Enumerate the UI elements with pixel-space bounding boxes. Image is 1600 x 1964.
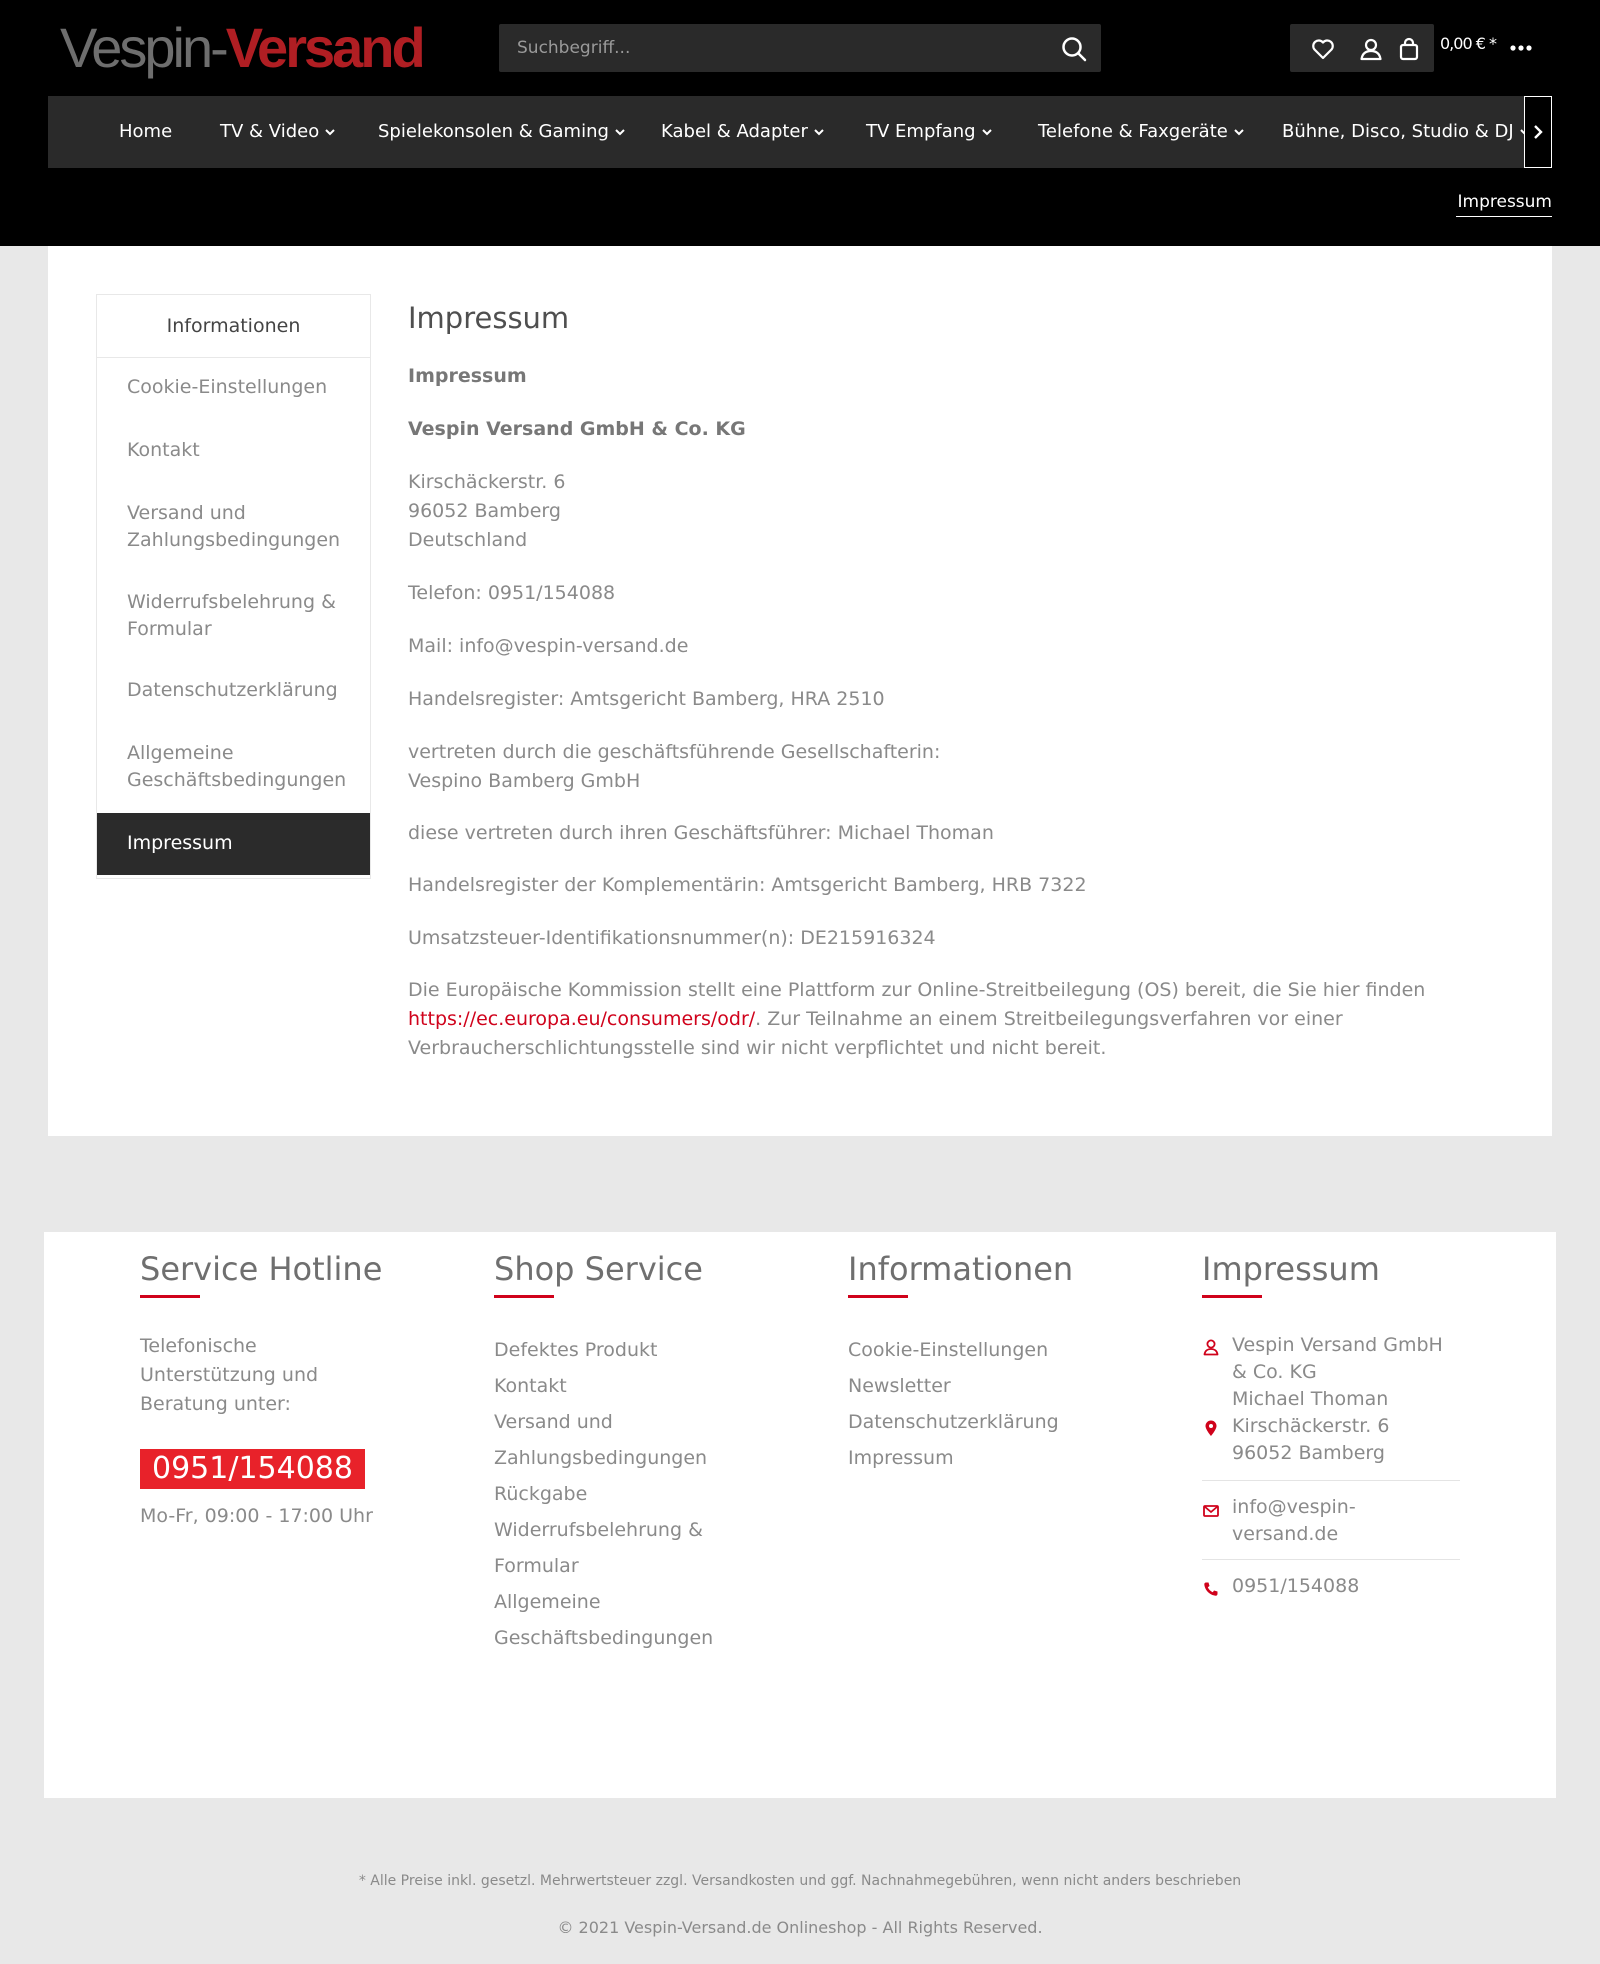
footer-phone[interactable]: 0951/154088 — [1232, 1575, 1360, 1597]
footer-link-kontakt[interactable]: Kontakt — [494, 1375, 567, 1397]
sidebar-navigation — [96, 294, 371, 879]
sidebar-item-label: Geschäftsbedingungen — [127, 769, 347, 791]
page-title: Impressum — [408, 301, 570, 335]
title-underline — [848, 1295, 908, 1298]
title-underline — [1202, 1295, 1262, 1298]
title-underline — [494, 1295, 554, 1298]
sidebar-item-cookie-einstellungen[interactable]: Cookie-Einstellungen — [127, 376, 328, 398]
title-underline — [140, 1295, 200, 1298]
footer — [44, 1232, 1556, 1798]
hotline-hours: Mo-Fr, 09:00 - 17:00 Uhr — [140, 1505, 373, 1527]
represented-by-line: vertreten durch die geschäftsführende Gesellschafterin: — [408, 741, 941, 763]
cart-total[interactable]: 0,00 € * — [1440, 34, 1496, 53]
hotline-phone[interactable]: 0951/154088 — [140, 1449, 365, 1489]
nav-item-tv-video[interactable]: TV & Video — [220, 96, 336, 168]
nav-item-telefone[interactable]: Telefone & Faxgeräte — [1038, 96, 1245, 168]
divider — [1202, 1480, 1460, 1481]
represented-company-line: Vespino Bamberg GmbH — [408, 770, 641, 792]
phone-line: Telefon: 0951/154088 — [408, 582, 616, 604]
sidebar-item-label: Allgemeine — [127, 742, 234, 764]
footer-link-formular[interactable]: Formular — [494, 1555, 579, 1577]
footer-email-line-1[interactable]: info@vespin- — [1232, 1496, 1356, 1518]
footer-email-line-2[interactable]: versand.de — [1232, 1523, 1339, 1545]
chevron-down-icon — [813, 96, 825, 168]
hotline-text: Telefonische Unterstützung und Beratung unter: — [140, 1335, 319, 1415]
sidebar-item-label: Zahlungsbedingungen — [127, 529, 341, 551]
sidebar-item-versand[interactable] — [97, 500, 370, 554]
nav-item-buehne-disco[interactable]: Bühne, Disco, Studio & DJ — [1282, 96, 1531, 168]
register-complementary-line: Handelsregister der Komplementärin: Amtsgericht Bamberg, HRB 7322 — [408, 874, 1087, 896]
chevron-down-icon — [324, 96, 336, 168]
divider — [1202, 1559, 1460, 1560]
account-user-icon[interactable] — [1358, 36, 1384, 62]
wishlist-heart-icon[interactable] — [1310, 36, 1336, 62]
header — [0, 0, 1600, 246]
sidebar-item-agb[interactable] — [97, 740, 370, 794]
logo-text-versand: Versand — [225, 16, 423, 79]
sidebar-item-impressum[interactable]: Impressum — [97, 813, 370, 875]
mail-icon — [1202, 1502, 1220, 1520]
managing-director-line: diese vertreten durch ihren Geschäftsführer: Michael Thoman — [408, 822, 994, 844]
chevron-down-icon — [1233, 96, 1245, 168]
search-icon[interactable] — [1059, 34, 1089, 64]
contact-person: Michael Thoman — [1232, 1388, 1389, 1410]
search-input[interactable] — [499, 24, 1039, 72]
chevron-down-icon — [614, 96, 626, 168]
sidebar-item-datenschutz[interactable]: Datenschutzerklärung — [127, 679, 338, 701]
main-content — [48, 246, 1552, 1136]
footer-title-shop-service: Shop Service — [494, 1250, 703, 1288]
shopping-bag-icon[interactable] — [1396, 36, 1422, 62]
address-city: 96052 Bamberg — [408, 500, 561, 522]
footer-title-informationen: Informationen — [848, 1250, 1074, 1288]
footer-link-datenschutz[interactable]: Datenschutzerklärung — [848, 1411, 1059, 1433]
footer-link-newsletter[interactable]: Newsletter — [848, 1375, 951, 1397]
footer-link-defektes-produkt[interactable]: Defektes Produkt — [494, 1339, 658, 1361]
nav-item-home[interactable]: Home — [119, 121, 173, 142]
nav-item-spielekonsolen[interactable]: Spielekonsolen & Gaming — [378, 96, 626, 168]
footer-link-widerruf[interactable]: Widerrufsbelehrung & — [494, 1519, 703, 1541]
sidebar-title: Informationen — [97, 295, 370, 358]
odr-link[interactable]: https://ec.europa.eu/consumers/odr/ — [408, 1008, 756, 1030]
content-subtitle: Impressum — [408, 365, 527, 387]
mail-line: Mail: info@vespin-versand.de — [408, 635, 689, 657]
location-pin-icon — [1204, 1419, 1222, 1437]
footer-city: 96052 Bamberg — [1232, 1442, 1385, 1464]
logo[interactable] — [60, 16, 423, 80]
company-name: Vespin Versand GmbH & Co. KG — [408, 418, 746, 440]
nav-scroll-right-button[interactable] — [1524, 96, 1552, 168]
address-street: Kirschäckerstr. 6 — [408, 471, 566, 493]
chevron-down-icon — [981, 96, 993, 168]
nav-item-kabel-adapter[interactable]: Kabel & Adapter — [661, 96, 825, 168]
company-line-2: & Co. KG — [1232, 1361, 1317, 1383]
register-line: Handelsregister: Amtsgericht Bamberg, HRA 2510 — [408, 688, 885, 710]
footer-link-impressum[interactable]: Impressum — [848, 1447, 954, 1469]
footer-link-allgemeine[interactable]: Allgemeine — [494, 1591, 601, 1613]
footer-link-zahlungsbedingungen[interactable]: Zahlungsbedingungen — [494, 1447, 708, 1469]
copyright: © 2021 Vespin-Versand.de Onlineshop - All Rights Reserved. — [557, 1918, 1043, 1937]
breadcrumb[interactable]: Impressum — [1456, 192, 1552, 217]
sidebar-item-kontakt[interactable]: Kontakt — [127, 439, 200, 461]
footer-link-rueckgabe[interactable]: Rückgabe — [494, 1483, 588, 1505]
footer-title-impressum: Impressum — [1202, 1250, 1380, 1288]
odr-paragraph: Die Europäische Kommission stellt eine Plattform zur Online-Streitbeilegung (OS) bereit, die Sie hier finden https://ec.europa.eu/consumers/odr/. Zur Teilnahme an einem Streitbeilegungsverfahren vor einer Verbraucherschlichtungsstelle sind wir nicht verpflichtet und nicht bereit. — [408, 979, 1426, 1059]
address-country: Deutschland — [408, 529, 528, 551]
footer-link-versand[interactable]: Versand und — [494, 1411, 613, 1433]
nav-item-tv-empfang[interactable]: TV Empfang — [866, 96, 993, 168]
user-icon — [1202, 1338, 1220, 1356]
logo-text-vespin: Vespin- — [60, 16, 226, 79]
search-bar — [499, 24, 1101, 72]
footer-link-agb[interactable]: Geschäftsbedingungen — [494, 1627, 714, 1649]
header-actions — [1290, 24, 1434, 72]
sidebar-item-label: Versand und — [127, 502, 246, 524]
company-line-1: Vespin Versand GmbH — [1232, 1334, 1443, 1356]
footer-title-hotline: Service Hotline — [140, 1250, 383, 1288]
sidebar-item-widerruf[interactable]: Widerrufsbelehrung & Formular — [127, 591, 336, 640]
main-navigation — [48, 96, 1552, 168]
phone-icon — [1202, 1580, 1220, 1598]
price-disclaimer: * Alle Preise inkl. gesetzl. Mehrwertsteuer zzgl. Versandkosten und ggf. Nachnahmegebühren, wenn nicht anders beschrieben — [358, 1873, 1242, 1889]
vat-id-line: Umsatzsteuer-Identifikationsnummer(n): DE215916324 — [408, 927, 936, 949]
chevron-right-icon — [1525, 97, 1551, 167]
more-options-icon[interactable] — [1508, 36, 1534, 60]
footer-link-cookie[interactable]: Cookie-Einstellungen — [848, 1339, 1049, 1361]
footer-street: Kirschäckerstr. 6 — [1232, 1415, 1390, 1437]
